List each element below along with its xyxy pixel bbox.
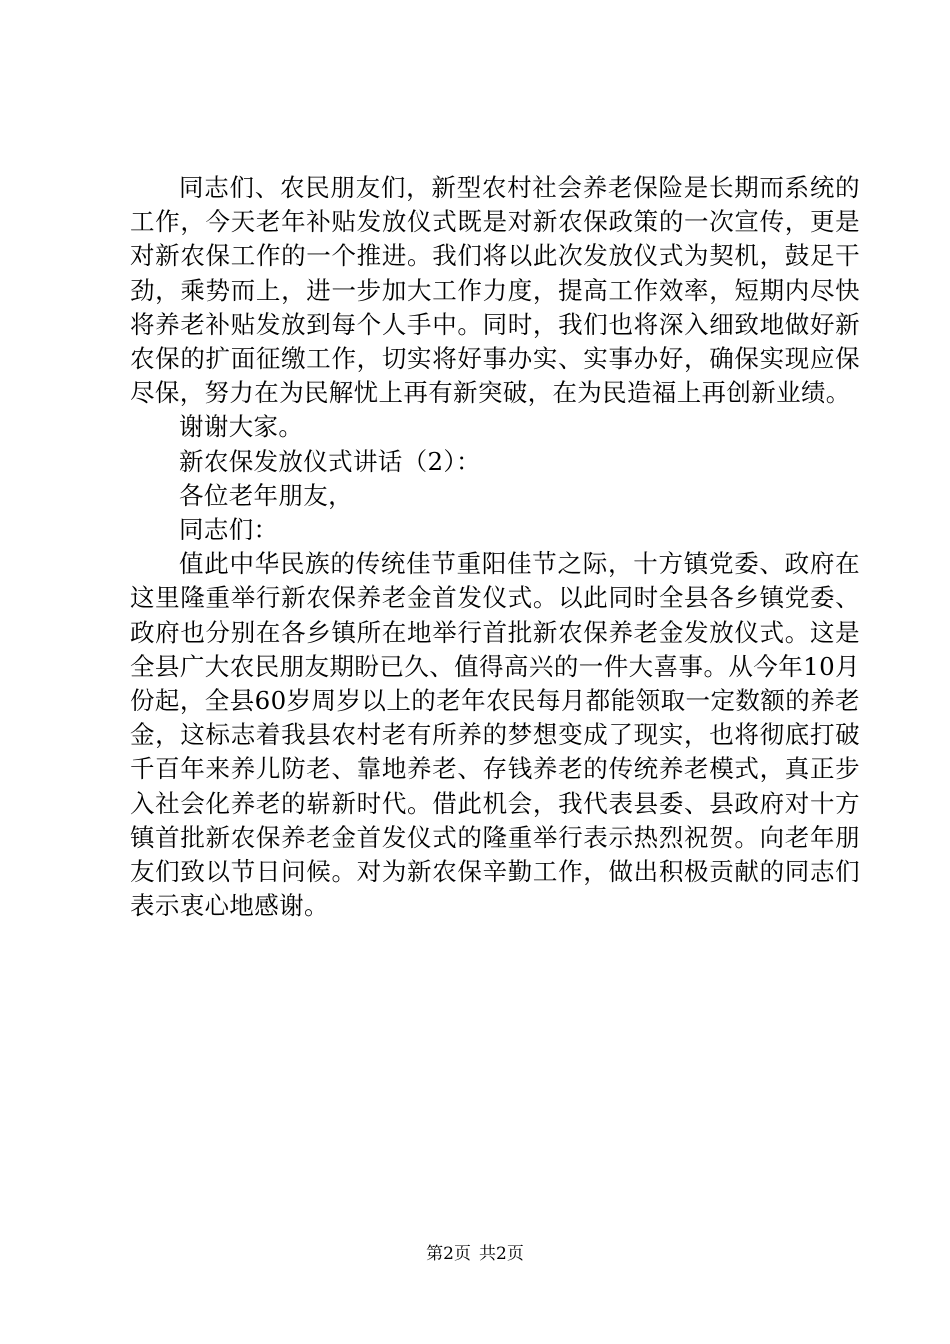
salutation-elders: 各位老年朋友， [179, 480, 353, 510]
document-body [130, 171, 860, 923]
paragraph-thanks: 谢谢大家。 [179, 412, 304, 442]
speech-title: 新农保发放仪式讲话（2）： [179, 446, 481, 476]
paragraph-closing-remarks: 同志们、农民朋友们，新型农村社会养老保险是长期而系统的工作，今天老年补贴发放仪式既是对新农保政策的一次宣传，更是对新农保工作的一个推进。我们将以此次发放仪式为契机，鼓足干劲，乘势而上，进一步加大工作力度，提高工作效率，短期内尽快将养老补贴发放到每个人手中。同时，我们也将深入细致地做好新农保的扩面征缴工作，切实将好事办实、实事办好，确保实现应保尽保，努力在为民解忧上再有新突破，在为民造福上再创新业绩。 [130, 173, 860, 408]
page-footer [0, 1244, 950, 1264]
paragraph-speech-body: 值此中华民族的传统佳节重阳佳节之际，十方镇党委、政府在这里隆重举行新农保养老金首发仪式。以此同时全县各乡镇党委、政府也分别在各乡镇所在地举行首批新农保养老金发放仪式。这是全县广大农民朋友期盼已久、值得高兴的一件大喜事。从今年10月份起，全县60岁周岁以上的老年农民每月都能领取一定数额的养老金，这标志着我县农村老有所养的梦想变成了现实，也将彻底打破千百年来养儿防老、靠地养老、存钱养老的传统养老模式，真正步入社会化养老的崭新时代。借此机会，我代表县委、县政府对十方镇首批新农保养老金首发仪式的隆重举行表示热烈祝贺。向老年朋友们致以节日问候。对为新农保辛勤工作，做出积极贡献的同志们表示衷心地感谢。 [130, 549, 860, 921]
page-total: 共2页 [479, 1244, 524, 1264]
salutation-comrades: 同志们： [179, 515, 279, 545]
page-number: 第2页 [426, 1244, 471, 1264]
